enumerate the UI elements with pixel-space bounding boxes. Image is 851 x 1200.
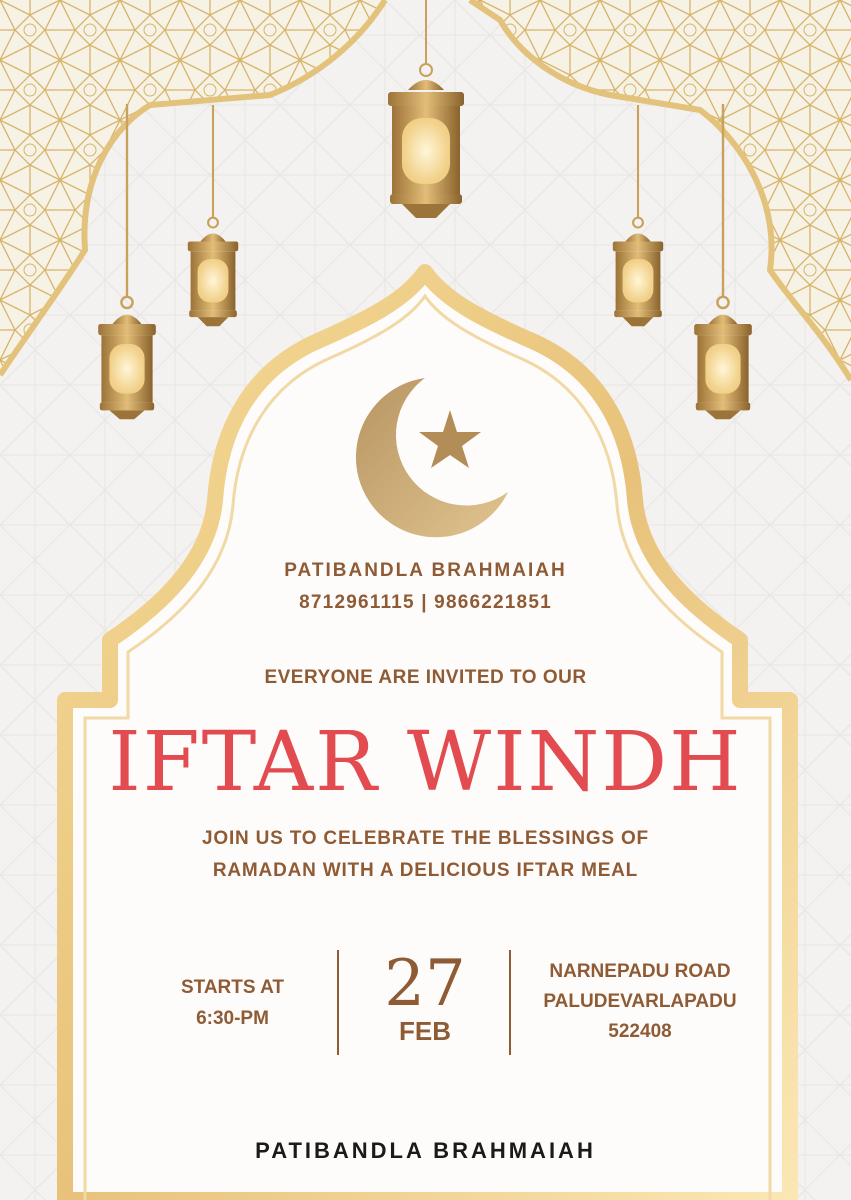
date-block — [355, 947, 495, 1046]
date-day: 27 — [384, 947, 466, 1021]
venue-line-1: NARNEPADU ROAD — [549, 961, 731, 982]
event-title: IFTAR WINDH — [108, 715, 743, 810]
start-time: 6:30-PM — [196, 1008, 269, 1029]
starts-at-label: STARTS AT — [180, 977, 285, 998]
invitation-line: EVERYONE ARE INVITED TO OUR — [264, 667, 587, 688]
host-phone-numbers: 8712961115 | 9866221851 — [299, 592, 552, 613]
event-description-line-1: JOIN US TO CELEBRATE THE BLESSINGS OF — [202, 828, 649, 849]
footer-host-name: PATIBANDLA BRAHMAIAH — [255, 1138, 596, 1163]
venue-block — [515, 957, 765, 1047]
venue-line-2: PALUDEVARLAPADU — [543, 991, 737, 1012]
host-name: PATIBANDLA BRAHMAIAH — [284, 560, 567, 581]
date-month: FEB — [399, 1016, 451, 1046]
start-time-block — [150, 972, 315, 1034]
event-description-line-2: RAMADAN WITH A DELICIOUS IFTAR MEAL — [212, 860, 639, 881]
venue-line-3: 522408 — [608, 1021, 672, 1042]
